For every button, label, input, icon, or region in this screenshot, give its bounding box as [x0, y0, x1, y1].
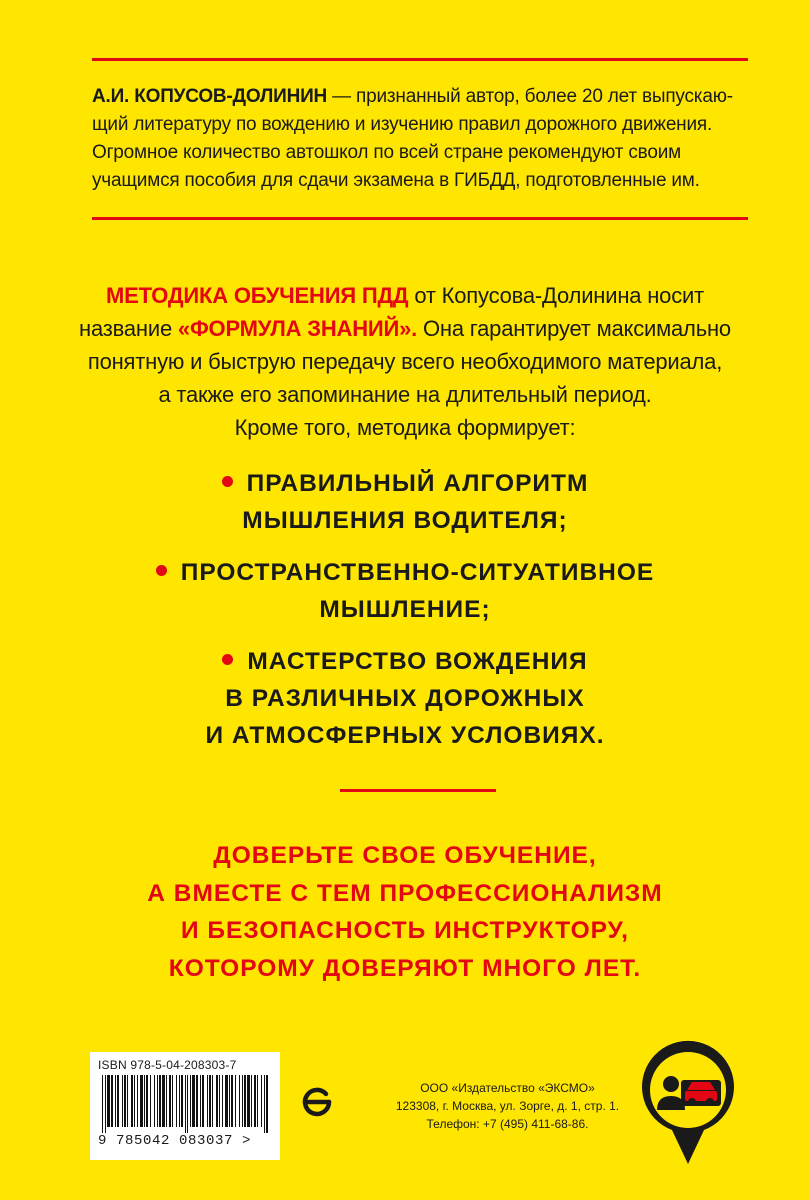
- barcode-bar: [102, 1075, 103, 1133]
- barcode-bar: [216, 1075, 218, 1127]
- list-item: ПРОСТРАНСТВЕННО-СИТУАТИВНОЕ МЫШЛЕНИЕ;: [40, 554, 770, 628]
- barcode-bar: [159, 1075, 161, 1127]
- list-item: ПРАВИЛЬНЫЙ АЛГОРИТМ МЫШЛЕНИЯ ВОДИТЕЛЯ;: [40, 465, 770, 539]
- barcode-bar: [247, 1075, 250, 1127]
- barcode-bar: [219, 1075, 220, 1127]
- formula-name: «ФОРМУЛА ЗНАНИЙ».: [177, 316, 418, 341]
- barcode-bar: [196, 1075, 198, 1127]
- author-name: А.И. КОПУСОВ-ДОЛИНИН: [92, 86, 328, 107]
- barcode-bar: [144, 1075, 145, 1127]
- barcode-bar: [266, 1075, 268, 1133]
- barcode-bar: [202, 1075, 204, 1127]
- barcode-bar: [115, 1075, 116, 1127]
- bullet-dot-icon: [156, 565, 167, 576]
- barcode-bar: [185, 1075, 186, 1133]
- barcode-bar: [157, 1075, 158, 1127]
- barcode-block: [90, 1052, 280, 1160]
- barcode-bar: [105, 1075, 106, 1133]
- barcode-bar: [134, 1075, 135, 1127]
- barcode-bar: [264, 1075, 265, 1133]
- barcode-bar: [222, 1075, 223, 1127]
- publisher-phone: Телефон: +7 (495) 411-68-86.: [426, 1117, 589, 1131]
- barcode-bar: [229, 1075, 230, 1127]
- barcode-bars: [98, 1075, 272, 1133]
- barcode-bar: [254, 1075, 256, 1127]
- barcode-bar: [225, 1075, 228, 1127]
- barcode-bar: [212, 1075, 213, 1127]
- barcode-bar: [244, 1075, 246, 1127]
- barcode-bar: [124, 1075, 126, 1127]
- barcode-bar: [200, 1075, 201, 1127]
- barcode-bar: [242, 1075, 243, 1127]
- bullet-dot-icon: [222, 654, 233, 665]
- barcode-bar: [179, 1075, 180, 1127]
- instructor-car-pin-icon: [636, 1030, 740, 1170]
- barcode-bar: [209, 1075, 211, 1127]
- barcode-bar: [187, 1075, 188, 1133]
- barcode-bar: [162, 1075, 165, 1127]
- methodology-lead: МЕТОДИКА ОБУЧЕНИЯ ПДД: [106, 283, 409, 308]
- barcode-digits: 9 785042 083037 >: [98, 1133, 252, 1149]
- author-paragraph: А.И. КОПУСОВ-ДОЛИНИН — признанный автор, более 20 лет выпускаю- щий литературу по вождению и изучению правил дорожного движения. Огромное количество автошкол по всей стране рекомендуют своим учащимся пособия для сдачи экзамена в ГИБДД, подготовленные им.: [92, 86, 733, 191]
- publisher-address: 123308, г. Москва, ул. Зорге, д. 1, стр. 1.: [395, 1099, 620, 1113]
- barcode-bar: [150, 1075, 151, 1127]
- barcode-bar: [172, 1075, 173, 1127]
- barcode-bar: [231, 1075, 233, 1127]
- barcode-bar: [261, 1075, 262, 1127]
- eksmo-logo-icon: [300, 1085, 334, 1119]
- list-item: МАСТЕРСТВО ВОЖДЕНИЯ В РАЗЛИЧНЫХ ДОРОЖНЫХ И АТМОСФЕРНЫХ УСЛОВИЯХ.: [205, 648, 605, 749]
- barcode-bar: [192, 1075, 195, 1127]
- barcode-bar: [207, 1075, 208, 1127]
- barcode-bar: [117, 1075, 119, 1127]
- barcode-bar: [239, 1075, 240, 1127]
- skills-list: [40, 465, 770, 769]
- trust-slogan: ДОВЕРЬТЕ СВОЕ ОБУЧЕНИЕ, А ВМЕСТЕ С ТЕМ ПРОФЕССИОНАЛИЗМ И БЕЗОПАСНОСТЬ ИНСТРУКТОРУ, КОТОРОМУ ДОВЕРЯЮТ МНОГО ЛЕТ.: [147, 842, 663, 982]
- middle-divider: [340, 789, 496, 792]
- barcode-bar: [257, 1075, 258, 1127]
- barcode-bar: [166, 1075, 167, 1127]
- barcode-bar: [127, 1075, 128, 1127]
- publisher-info: [340, 1079, 675, 1133]
- barcode-bar: [140, 1075, 143, 1127]
- barcode-bar: [146, 1075, 148, 1127]
- barcode-bar: [169, 1075, 171, 1127]
- barcode-bar: [137, 1075, 138, 1127]
- author-bottom-divider: [92, 217, 748, 220]
- isbn-label: ISBN 978-5-04-208303-7: [98, 1058, 237, 1072]
- publisher-name: ООО «Издательство «ЭКСМО»: [420, 1081, 595, 1095]
- barcode-bar: [176, 1075, 177, 1127]
- top-divider: [92, 58, 748, 61]
- barcode-bar: [190, 1075, 191, 1127]
- barcode-bar: [154, 1075, 155, 1127]
- bullet-dot-icon: [222, 476, 233, 487]
- barcode-bar: [107, 1075, 110, 1127]
- barcode-bar: [122, 1075, 123, 1127]
- barcode-bar: [181, 1075, 183, 1127]
- barcode-bar: [235, 1075, 236, 1127]
- methodology-paragraph: МЕТОДИКА ОБУЧЕНИЯ ПДД от Копусова-Долинина носит название «ФОРМУЛА ЗНАНИЙ». Она гарантирует максимально понятную и быструю передачу всего необходимого материала, а также его запоминание на длительный период. Кроме того, методика формирует:: [79, 283, 731, 440]
- barcode-bar: [251, 1075, 252, 1127]
- barcode-bar: [111, 1075, 113, 1127]
- barcode-bar: [131, 1075, 133, 1127]
